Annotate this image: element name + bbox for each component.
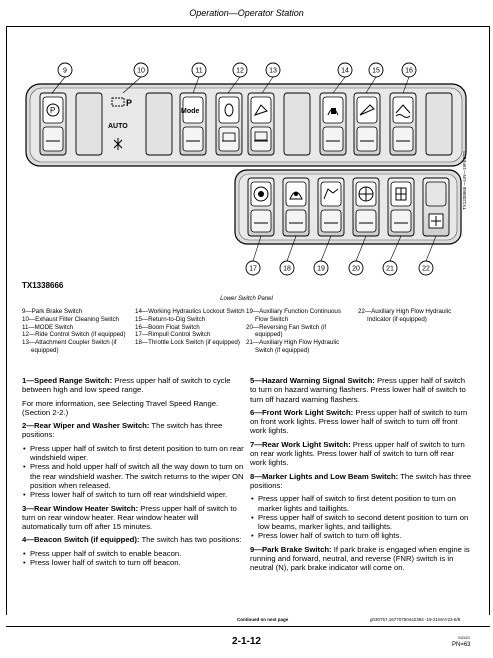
front-light-text: Press upper half of switch to turn on front work lights. Press lower half of switch to turn off front work lights.	[250, 407, 468, 436]
legend-item: 9—Park Brake Switch	[22, 308, 83, 315]
marker-list	[250, 494, 472, 540]
hydraulics-lockout-switch	[320, 93, 346, 155]
legend-item: 21—Auxiliary High Flow Hydraulic Switch (if equipped)	[246, 339, 340, 354]
list-item: • Press lower half of switch to turn off rear windshield wiper.	[30, 490, 244, 499]
legend-col-3	[246, 308, 354, 355]
callout-number: 21	[386, 265, 394, 273]
callout-number: 17	[249, 265, 257, 273]
marker-title: 8—Marker Lights and Low Beam Switch:	[250, 471, 399, 481]
speed-range-more: For more information, see Selecting Travel Speed Range. (Section 2-2.)	[22, 398, 219, 417]
speed-range-title: 1—Speed Range Switch:	[22, 376, 113, 385]
rear-light-title: 7—Rear Work Light Switch:	[250, 439, 351, 449]
legend-col-4	[358, 308, 466, 324]
svg-text:Mode: Mode	[181, 108, 200, 115]
continued-note: Continued on next page	[237, 617, 289, 622]
legend-item: 19—Auxiliary Function Continuous Flow Switch	[246, 308, 341, 323]
beacon-list	[22, 549, 244, 568]
rear-wiper-list	[22, 444, 244, 500]
legend-col-1	[22, 308, 130, 355]
svg-text:P: P	[126, 98, 133, 108]
left-column	[22, 376, 244, 571]
list-item: • Press lower half of switch to turn off beacon.	[30, 558, 244, 567]
beacon-title: 4—Beacon Switch (if equipped):	[22, 535, 140, 545]
front-light-title: 6—Front Work Light Switch:	[250, 407, 354, 417]
callout-number: 18	[283, 265, 291, 273]
legend-item: 22—Auxiliary High Flow Hydraulic Indicator (if equipped)	[358, 308, 452, 323]
legend-item: 20—Reversing Fan Switch (if equipped)	[246, 323, 327, 339]
legend-item: 10—Exhaust Filter Cleaning Switch	[22, 315, 119, 323]
aux-high-flow-switch	[388, 178, 414, 236]
blank-slot	[284, 93, 310, 155]
list-item: • Press upper half of switch to first detent position to turn on marker lights and taillights.	[258, 494, 472, 513]
list-item: • Press and hold upper half of switch all the way down to turn on the rear windshield washer. The switch returns to the wiper ON position when released.	[30, 462, 244, 490]
list-item: • Press upper half of switch to second detent position to turn on low beams, marker lights, and taillights.	[258, 513, 472, 532]
callout-number: 9	[63, 67, 67, 75]
park-brake-title: 9—Park Brake Switch:	[250, 544, 332, 554]
auto-label: AUTO	[108, 123, 128, 130]
speed-range-text: Press upper half of switch to cycle between high and low speed range.	[22, 376, 231, 395]
attachment-coupler-switch	[248, 93, 274, 155]
callout-number: 16	[405, 67, 413, 75]
rear-heater-text: Press upper half of switch to turn on rear window heater. Rear window heater will automatically turn off after 15 minutes.	[22, 503, 237, 532]
callout-number: 22	[422, 265, 430, 273]
rear-wiper-text: The switch has three positions:	[22, 421, 223, 440]
callout-number: 12	[236, 67, 244, 75]
callout-number: 14	[341, 67, 349, 75]
callout-number: 19	[317, 265, 325, 273]
callout-number: 11	[195, 67, 203, 75]
legend-item: 14—Working Hydraulics Lockout Switch	[135, 308, 245, 315]
boom-float-switch	[390, 93, 416, 155]
rear-wiper-title: 2—Rear Wiper and Washer Switch:	[22, 421, 150, 431]
park-brake-text: If park brake is engaged when engine is running and forward, neutral, and reverse (FNR) switch is in neutral (N), park brake indicator will come on.	[250, 544, 470, 573]
aux-continuous-flow-switch	[318, 178, 344, 236]
legend-item: 17—Rimpull Control Switch	[135, 331, 211, 339]
page-number: 2-1-12	[232, 636, 261, 647]
legend-item: 18—Throttle Lock Switch (if equipped)	[135, 339, 240, 347]
page-date-code: 042023	[458, 636, 470, 640]
rear-heater-title: 3—Rear Window Heater Switch:	[22, 503, 139, 513]
callout-number: 13	[269, 67, 277, 75]
figure-code: TX1338666	[22, 281, 64, 290]
page-pn: PN=63	[452, 642, 471, 648]
doc-reference: gh30757,16770750442394 -19-21MAY23-6/8	[370, 617, 461, 622]
throttle-lock-switch	[283, 178, 309, 236]
mode-switch	[180, 93, 206, 155]
right-column	[250, 376, 472, 577]
aux-high-flow-indicator	[423, 178, 449, 236]
hazard-title: 5—Hazard Warning Signal Switch:	[250, 376, 375, 385]
rimpull-control-switch	[248, 178, 274, 236]
footer-rule	[6, 626, 490, 627]
legend-item: 11—MODE Switch	[22, 323, 74, 331]
legend-item: 16—Boom Float Switch	[135, 323, 200, 331]
figure-side-tag: TX1338666 —UN—19FEB23	[462, 151, 467, 210]
reversing-fan-switch	[353, 178, 379, 236]
blank-slot	[146, 93, 172, 155]
callout-number: 20	[352, 265, 360, 273]
callout-number: 15	[372, 67, 380, 75]
legend-col-2	[135, 308, 247, 347]
list-item: • Press lower half of switch to turn off lights.	[258, 531, 472, 540]
hazard-text: Press upper half of switch to turn on hazard warning flashers. Press lower half of switch to turn off hazard warning flashers.	[250, 376, 466, 404]
blank-slot	[426, 93, 452, 155]
legend-item: 15—Return-to-Dig Switch	[135, 315, 206, 323]
switch-panel-figure	[0, 0, 493, 300]
list-item: • Press upper half of switch to first detent position to turn on rear windshield wiper.	[30, 444, 244, 463]
legend-item: 12—Ride Control Switch (if equipped)	[22, 331, 126, 339]
ride-control-switch	[216, 93, 242, 155]
return-to-dig-switch	[354, 93, 380, 155]
svg-text:P: P	[50, 106, 56, 115]
park-brake-switch	[40, 93, 66, 155]
beacon-text: The switch has two positions:	[139, 535, 242, 545]
blank-slot	[76, 93, 102, 155]
page-header: Operation—Operator Station	[189, 8, 304, 18]
callout-number: 10	[137, 67, 145, 75]
rear-light-text: Press upper half of switch to turn on rear work lights. Press lower half of switch to turn off rear work lights.	[250, 439, 465, 468]
figure-caption: Lower Switch Panel	[220, 296, 273, 302]
list-item: • Press upper half of switch to enable beacon.	[30, 549, 244, 558]
marker-text: The switch has three positions:	[250, 471, 472, 490]
legend-item: 13—Attachment Coupler Switch (if equipped)	[22, 339, 117, 354]
